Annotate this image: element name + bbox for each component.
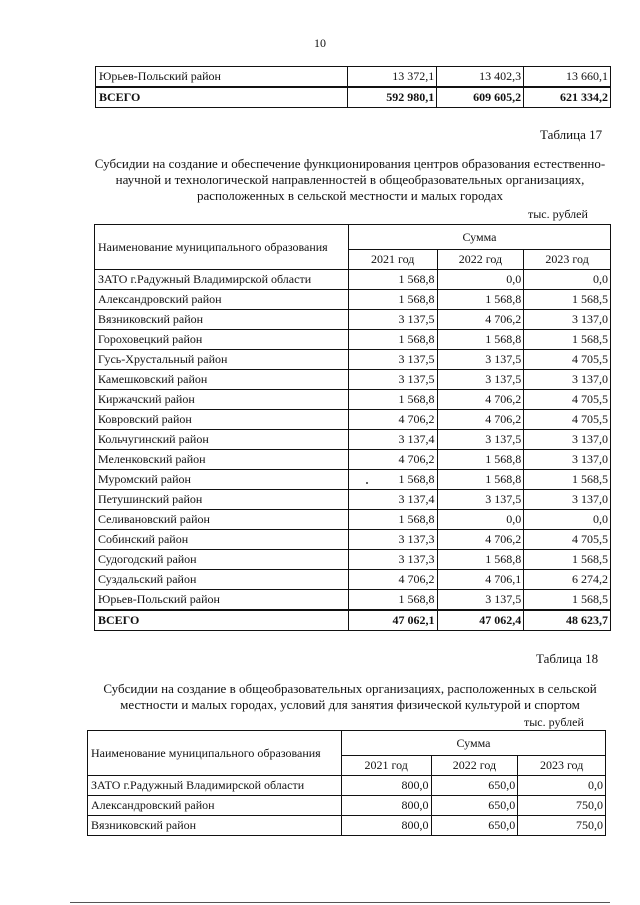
table-18-header-2022: 2022 год: [431, 756, 518, 776]
row-value-cell: 650,0: [431, 816, 518, 836]
row-name-cell: Петушинский район: [95, 490, 349, 510]
table-row: [95, 410, 611, 430]
row-value-cell: 3 137,0: [524, 370, 611, 390]
table-18: [87, 730, 606, 836]
row-value-cell: 0,0: [437, 270, 524, 290]
table-18-label: Таблица 18: [536, 651, 599, 666]
table-17: [94, 224, 611, 631]
row-name-cell: Гороховецкий район: [95, 330, 349, 350]
row-name-cell: Муромский район: [95, 470, 349, 490]
table-17-header-sum: Сумма: [348, 225, 610, 250]
row-value-cell: 3 137,3: [348, 550, 437, 570]
row-value-cell: 3 137,3: [348, 530, 437, 550]
table-row: [95, 530, 611, 550]
row-value-cell: 4 705,5: [524, 390, 611, 410]
row-value-cell: 1 568,5: [524, 290, 611, 310]
row-name-cell: Александровский район: [95, 290, 349, 310]
table-row: [95, 370, 611, 390]
table-18-body: [88, 776, 606, 836]
table-row: [96, 67, 611, 88]
row-value-cell: 1 568,8: [348, 290, 437, 310]
table-18-header-sum: Сумма: [341, 731, 605, 756]
row-value-cell: 3 137,5: [437, 430, 524, 450]
row-name-cell: Ковровский район: [95, 410, 349, 430]
table-17-header-2021: 2021 год: [348, 250, 437, 270]
row-value-cell: 800,0: [341, 796, 431, 816]
table-row: [88, 816, 606, 836]
row-value-cell: 1 568,5: [524, 590, 611, 611]
row-name-cell: Юрьев-Польский район: [95, 590, 349, 611]
row-value-cell: 0,0: [524, 510, 611, 530]
row-name-cell: Вязниковский район: [88, 816, 342, 836]
row-value-cell: 1 568,8: [437, 290, 524, 310]
table-row: [95, 490, 611, 510]
row-name-cell: Меленковский район: [95, 450, 349, 470]
table-row: [95, 550, 611, 570]
row-value-cell: 4 705,5: [524, 410, 611, 430]
table-17-header-2022: 2022 год: [437, 250, 524, 270]
row-value-cell: 1 568,5: [524, 470, 611, 490]
row-value-cell: 1 568,8: [437, 550, 524, 570]
table-17-title-line: расположенных в сельской местности и малых городах: [196, 188, 504, 203]
row-value-cell: 3 137,5: [348, 310, 437, 330]
row-name-cell: Кольчугинский район: [95, 430, 349, 450]
row-value-cell: 4 706,1: [437, 570, 524, 590]
table-17-header-2023: 2023 год: [524, 250, 611, 270]
table-row: [95, 590, 611, 611]
scan-speck: [366, 482, 368, 484]
row-name-cell: Вязниковский район: [95, 310, 349, 330]
row-value-cell: 4 705,5: [524, 530, 611, 550]
row-value-cell: 3 137,0: [524, 450, 611, 470]
row-value-cell: 47 062,1: [348, 610, 437, 631]
table-18-title-line: Субсидии на создание в общеобразовательных организациях, расположенных в сельской: [103, 681, 597, 696]
row-value-cell: 13 402,3: [437, 67, 524, 88]
row-value-cell: 3 137,5: [348, 370, 437, 390]
row-value-cell: 4 706,2: [348, 450, 437, 470]
row-value-cell: 3 137,5: [437, 370, 524, 390]
table-18-title: [60, 681, 640, 713]
row-name-cell: Судогодский район: [95, 550, 349, 570]
table-17-title-line: научной и технологической направленностей в общеобразовательных организациях,: [115, 172, 585, 187]
table-row: [95, 470, 611, 490]
row-name-cell: Киржачский район: [95, 390, 349, 410]
table-17-title-line: Субсидии на создание и обеспечение функционирования центров образования естественно-: [94, 156, 606, 171]
row-value-cell: 750,0: [518, 816, 606, 836]
table-17-body: [95, 270, 611, 631]
total-row: [96, 87, 611, 108]
row-value-cell: 1 568,8: [348, 470, 437, 490]
table-17-header-name: Наименование муниципального образования: [95, 225, 349, 270]
row-value-cell: 1 568,8: [348, 330, 437, 350]
table-17-label: Таблица 17: [540, 127, 603, 142]
row-value-cell: 1 568,8: [437, 450, 524, 470]
row-value-cell: 800,0: [341, 776, 431, 796]
table-18-header-2023: 2023 год: [518, 756, 606, 776]
table-17-unit: тыс. рублей: [528, 207, 588, 221]
row-name-cell: Суздальский район: [95, 570, 349, 590]
row-name-cell: ЗАТО г.Радужный Владимирской области: [88, 776, 342, 796]
table-row: [95, 290, 611, 310]
row-value-cell: 3 137,4: [348, 490, 437, 510]
row-value-cell: 4 706,2: [437, 390, 524, 410]
row-name-cell: Селивановский район: [95, 510, 349, 530]
row-name-cell: ВСЕГО: [95, 610, 349, 631]
row-value-cell: 650,0: [431, 796, 518, 816]
row-name-cell: Гусь-Хрустальный район: [95, 350, 349, 370]
row-name-cell: ЗАТО г.Радужный Владимирской области: [95, 270, 349, 290]
table-18-header-name: Наименование муниципального образования: [88, 731, 342, 776]
row-value-cell: 1 568,8: [348, 270, 437, 290]
page-number: 10: [314, 36, 326, 50]
row-value-cell: 4 706,2: [437, 530, 524, 550]
row-value-cell: 650,0: [431, 776, 518, 796]
continuation-table: [95, 66, 611, 108]
table-row: [95, 390, 611, 410]
row-value-cell: 3 137,0: [524, 310, 611, 330]
row-value-cell: 47 062,4: [437, 610, 524, 631]
continuation-table-body: [96, 67, 611, 108]
table-row: [95, 270, 611, 290]
row-value-cell: 609 605,2: [437, 87, 524, 108]
row-name-cell: Камешковский район: [95, 370, 349, 390]
row-name-cell: Юрьев-Польский район: [96, 67, 348, 88]
table-17-title: [60, 156, 640, 204]
row-value-cell: 3 137,5: [437, 490, 524, 510]
row-value-cell: 4 706,2: [437, 310, 524, 330]
table-row: [95, 570, 611, 590]
row-value-cell: 3 137,5: [437, 350, 524, 370]
row-value-cell: 0,0: [524, 270, 611, 290]
row-value-cell: 3 137,0: [524, 490, 611, 510]
row-name-cell: Александровский район: [88, 796, 342, 816]
row-value-cell: 48 623,7: [524, 610, 611, 631]
row-value-cell: 621 334,2: [524, 87, 611, 108]
row-name-cell: Собинский район: [95, 530, 349, 550]
row-value-cell: 3 137,4: [348, 430, 437, 450]
row-value-cell: 6 274,2: [524, 570, 611, 590]
page-bottom-edge: [70, 902, 610, 903]
table-18-title-line: местности и малых городах, условий для занятия физической культурой и спортом: [120, 697, 580, 712]
table-row: [95, 430, 611, 450]
row-value-cell: 750,0: [518, 796, 606, 816]
row-value-cell: 1 568,5: [524, 330, 611, 350]
row-value-cell: 13 372,1: [348, 67, 437, 88]
table-row: [95, 310, 611, 330]
row-value-cell: 4 706,2: [348, 410, 437, 430]
row-name-cell: ВСЕГО: [96, 87, 348, 108]
row-value-cell: 3 137,5: [437, 590, 524, 611]
row-value-cell: 1 568,8: [348, 390, 437, 410]
row-value-cell: 1 568,8: [437, 330, 524, 350]
row-value-cell: 1 568,8: [437, 470, 524, 490]
table-row: [95, 450, 611, 470]
table-row: [88, 796, 606, 816]
table-18-unit: тыс. рублей: [524, 715, 584, 729]
row-value-cell: 1 568,5: [524, 550, 611, 570]
row-value-cell: 1 568,8: [348, 510, 437, 530]
row-value-cell: 4 706,2: [348, 570, 437, 590]
table-row: [95, 510, 611, 530]
row-value-cell: 3 137,0: [524, 430, 611, 450]
table-18-header-2021: 2021 год: [341, 756, 431, 776]
row-value-cell: 592 980,1: [348, 87, 437, 108]
row-value-cell: 3 137,5: [348, 350, 437, 370]
row-value-cell: 1 568,8: [348, 590, 437, 611]
total-row: [95, 610, 611, 631]
row-value-cell: 0,0: [437, 510, 524, 530]
table-row: [95, 350, 611, 370]
row-value-cell: 800,0: [341, 816, 431, 836]
row-value-cell: 13 660,1: [524, 67, 611, 88]
row-value-cell: 0,0: [518, 776, 606, 796]
row-value-cell: 4 706,2: [437, 410, 524, 430]
row-value-cell: 4 705,5: [524, 350, 611, 370]
table-row: [88, 776, 606, 796]
table-row: [95, 330, 611, 350]
